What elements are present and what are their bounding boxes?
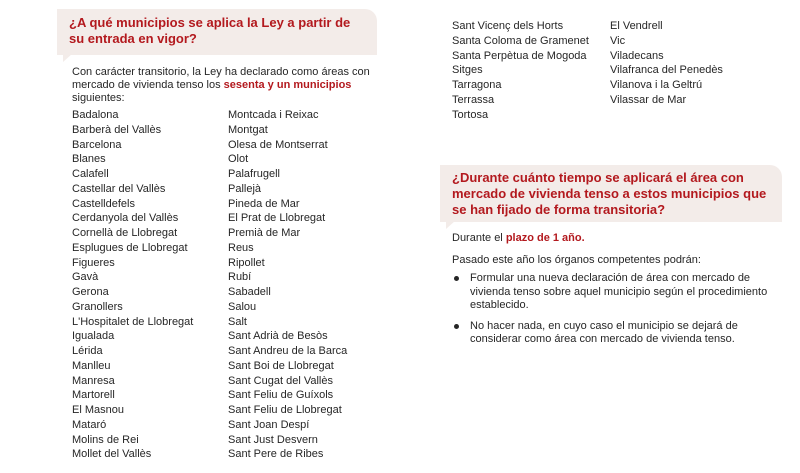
list-item: Castelldefels bbox=[72, 197, 135, 210]
list-item: Vilafranca del Penedès bbox=[610, 64, 723, 77]
list-item: Sant Andreu de la Barca bbox=[228, 345, 348, 357]
list-item: Sant Feliu de Llobregat bbox=[228, 404, 342, 416]
list-item: Sant Pere de Ribes bbox=[228, 448, 324, 461]
intro-text-end: siguientes: bbox=[72, 92, 125, 104]
list-item: Gerona bbox=[72, 286, 109, 298]
intro-text: Con carácter transitorio, la Ley ha declarado como áreas con mercado de vivienda tenso los bbox=[72, 66, 370, 91]
speech-tail bbox=[63, 54, 72, 62]
list-item: Molins de Rei bbox=[72, 433, 139, 446]
list-item: Santa Coloma de Gramenet bbox=[452, 34, 589, 47]
list-item: Sant Cugat del Vallès bbox=[228, 374, 333, 387]
list-item: Pineda de Mar bbox=[228, 197, 300, 210]
list-item: Vic bbox=[610, 34, 626, 47]
duration-highlight: plazo de 1 año. bbox=[505, 232, 585, 244]
list-item: Ripollet bbox=[228, 256, 265, 269]
list-item: Montgat bbox=[228, 123, 268, 136]
after-intro-paragraph: Pasado este año los órganos competentes podrán: bbox=[452, 254, 701, 266]
list-item: Manlleu bbox=[72, 359, 111, 372]
question-box-municipalities bbox=[57, 9, 377, 55]
municipality-list-col1 bbox=[72, 108, 193, 462]
intro-paragraph bbox=[72, 66, 382, 105]
list-item: Granollers bbox=[72, 300, 123, 313]
list-item: L'Hospitalet de Llobregat bbox=[72, 315, 194, 328]
bullet-icon bbox=[454, 276, 459, 281]
list-item: Lérida bbox=[72, 345, 103, 357]
list-item: Viladecans bbox=[610, 49, 664, 62]
list-item: Montcada i Reixac bbox=[228, 109, 319, 121]
list-item: El Prat de Llobregat bbox=[228, 212, 326, 225]
list-item: Vilanova i la Geltrú bbox=[610, 79, 703, 91]
list-item bbox=[452, 272, 782, 313]
list-item: Sant Vicenç dels Horts bbox=[452, 20, 564, 32]
list-item: Olesa de Montserrat bbox=[228, 138, 328, 151]
municipality-list-col2 bbox=[228, 108, 347, 462]
intro-highlight: sesenta y un municipios bbox=[223, 79, 352, 91]
list-item: Manresa bbox=[72, 374, 115, 387]
list-item: Badalona bbox=[72, 109, 119, 121]
list-item: Castellar del Vallès bbox=[72, 182, 166, 195]
list-item: Blanes bbox=[72, 153, 106, 166]
list-item: El Vendrell bbox=[610, 20, 663, 32]
list-item: Cornellà de Llobregat bbox=[72, 227, 178, 239]
list-item: Sitges bbox=[452, 64, 483, 77]
list-item: Tortosa bbox=[452, 108, 489, 121]
list-item: Reus bbox=[228, 241, 254, 254]
duration-paragraph bbox=[452, 232, 782, 245]
list-item: Esplugues de Llobregat bbox=[72, 241, 188, 254]
list-item: Salt bbox=[228, 315, 247, 328]
list-item: Gavà bbox=[72, 271, 99, 284]
question-municipalities: ¿A qué municipios se aplica la Ley a partir de su entrada en vigor? bbox=[69, 15, 351, 46]
list-item: Vilassar de Mar bbox=[610, 93, 687, 106]
list-item: Sant Just Desvern bbox=[228, 433, 318, 446]
list-item: Cerdanyola del Vallès bbox=[72, 212, 179, 225]
list-item: Mollet del Vallès bbox=[72, 448, 152, 461]
list-item: Palafrugell bbox=[228, 168, 280, 180]
list-item bbox=[452, 320, 782, 347]
list-item: Santa Perpètua de Mogoda bbox=[452, 49, 587, 62]
list-item: El Masnou bbox=[72, 404, 124, 416]
bullet-text: No hacer nada, en cuyo caso el municipio se dejará de considerar como área con mercado de vivienda tenso. bbox=[470, 319, 738, 345]
list-item: Calafell bbox=[72, 168, 109, 180]
bullet-icon bbox=[454, 324, 459, 329]
list-item: Pallejà bbox=[228, 182, 262, 195]
list-item: Tarragona bbox=[452, 79, 502, 91]
list-item: Sabadell bbox=[228, 286, 271, 298]
list-item: Sant Adrià de Besòs bbox=[228, 330, 328, 343]
speech-tail bbox=[446, 221, 455, 229]
list-item: Barberà del Vallès bbox=[72, 123, 162, 136]
list-item: Premià de Mar bbox=[228, 227, 301, 239]
list-item: Sant Boi de Llobregat bbox=[228, 359, 334, 372]
list-item: Sant Joan Despí bbox=[228, 418, 310, 431]
list-item: Terrassa bbox=[452, 93, 495, 106]
list-item: Sant Feliu de Guíxols bbox=[228, 389, 334, 402]
bullet-text: Formular una nueva declaración de área con mercado de vivienda tenso sobre aquel municipio según el procedimiento establecido. bbox=[470, 272, 768, 311]
list-item: Barcelona bbox=[72, 138, 122, 151]
duration-text: Durante el bbox=[452, 232, 506, 244]
question-duration: ¿Durante cuánto tiempo se aplicará el área con mercado de vivienda tenso a estos municipios que se han fijado de forma transitoria? bbox=[452, 170, 767, 217]
list-item: Igualada bbox=[72, 330, 115, 343]
list-item: Rubí bbox=[228, 271, 252, 284]
municipality-list-col4 bbox=[610, 19, 723, 108]
list-item: Olot bbox=[228, 153, 249, 166]
list-item: Mataró bbox=[72, 418, 107, 431]
list-item: Martorell bbox=[72, 389, 115, 402]
options-list bbox=[452, 272, 782, 354]
municipality-list-col3 bbox=[452, 19, 589, 122]
question-box-duration bbox=[440, 165, 782, 222]
list-item: Salou bbox=[228, 300, 257, 313]
list-item: Figueres bbox=[72, 256, 115, 269]
